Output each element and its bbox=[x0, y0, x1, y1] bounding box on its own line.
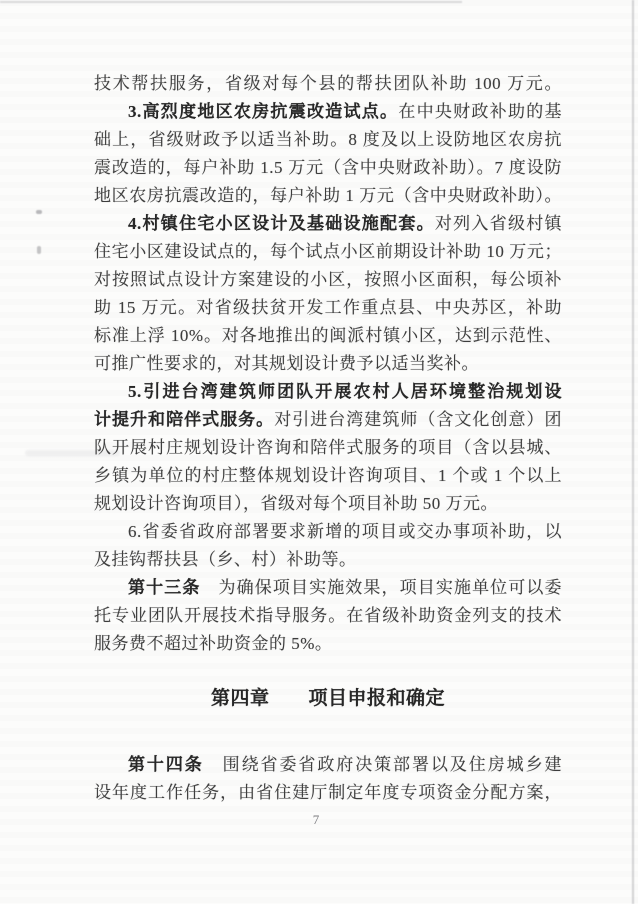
text-line bbox=[94, 322, 562, 350]
text-segment-bold: 第十四条 bbox=[128, 755, 204, 774]
text-line bbox=[94, 630, 562, 658]
text-segment: 震改造的，每户补助 1.5 万元（含中央财政补助）。7 度设防 bbox=[94, 158, 562, 177]
text-segment: 住宅小区建设试点的，每个试点小区前期设计补助 10 万元； bbox=[94, 242, 562, 261]
text-line bbox=[94, 434, 562, 462]
text-line bbox=[94, 378, 562, 406]
text-line bbox=[94, 350, 562, 378]
text-segment: 在中央财政补助的基 bbox=[398, 102, 562, 121]
text-segment: 对列入省级村镇 bbox=[434, 214, 562, 233]
text-line bbox=[94, 154, 562, 182]
text-line bbox=[94, 546, 562, 574]
text-segment: 及挂钩帮扶县（乡、村）补助等。 bbox=[94, 550, 357, 569]
text-segment-bold: 5.引进台湾建筑师团队开展农村人居环境整治规划设 bbox=[128, 382, 562, 401]
text-block bbox=[94, 70, 562, 807]
text-line bbox=[94, 406, 562, 434]
text-line bbox=[94, 98, 562, 126]
text-line bbox=[94, 266, 562, 294]
text-line bbox=[94, 490, 562, 518]
text-line bbox=[94, 518, 562, 546]
text-line bbox=[94, 70, 562, 98]
text-segment-bold: 计提升和陪伴式服务。 bbox=[94, 410, 275, 429]
text-line bbox=[94, 779, 562, 807]
text-segment: 助 15 万元。对省级扶贫开发工作重点县、中央苏区，补助 bbox=[94, 298, 562, 317]
text-segment-bold: 第十三条 bbox=[128, 578, 201, 597]
text-segment: 托专业团队开展技术指导服务。在省级补助资金列支的技术 bbox=[94, 606, 562, 625]
text-segment: 地区农房抗震改造的，每户补助 1 万元（含中央财政补助）。 bbox=[94, 186, 562, 205]
text-segment: 设年度工作任务，由省住建厅制定年度专项资金分配方案， bbox=[94, 783, 562, 802]
scan-artifact-top-line bbox=[0, 1, 462, 3]
text-segment: 技术帮扶服务，省级对每个县的帮扶团队补助 100 万元。 bbox=[94, 74, 562, 93]
text-segment: 规划设计咨询项目），省级对每个项目补助 50 万元。 bbox=[94, 494, 498, 513]
text-segment: 服务费不超过补助资金的 5%。 bbox=[94, 634, 333, 653]
text-line bbox=[94, 182, 562, 210]
text-segment-bold: 4.村镇住宅小区设计及基础设施配套。 bbox=[128, 214, 435, 233]
scan-artifact-right-edge-line bbox=[632, 0, 634, 904]
text-segment: 围绕省委省政府决策部署以及住房城乡建 bbox=[203, 755, 562, 774]
text-line bbox=[94, 238, 562, 266]
text-line bbox=[94, 462, 562, 490]
text-segment: 6.省委省政府部署要求新增的项目或交办事项补助，以 bbox=[128, 522, 562, 541]
text-line bbox=[94, 210, 562, 238]
text-segment: 础上，省级财政予以适当补助。8 度及以上设防地区农房抗 bbox=[94, 130, 562, 149]
page-number: 7 bbox=[312, 812, 320, 827]
text-line bbox=[94, 751, 562, 779]
chapter-heading: 第四章 项目申报和确定 bbox=[210, 688, 445, 709]
scan-speckle bbox=[36, 210, 42, 214]
text-line bbox=[94, 574, 562, 602]
text-segment: 标准上浮 10%。对各地推出的闽派村镇小区，达到示范性、 bbox=[94, 326, 562, 345]
text-segment-bold: 3.高烈度地区农房抗震改造试点。 bbox=[128, 102, 399, 121]
text-segment: 为确保项目实施效果，项目实施单位可以委 bbox=[200, 578, 562, 597]
text-segment: 可推广性要求的，对其规划设计费予以适当奖补。 bbox=[94, 354, 479, 373]
scan-speckle bbox=[37, 246, 41, 254]
text-segment: 对按照试点设计方案建设的小区，按照小区面积，每公顷补 bbox=[94, 270, 562, 289]
text-line bbox=[94, 294, 562, 322]
text-line bbox=[94, 602, 562, 630]
text-line bbox=[94, 126, 562, 154]
text-segment: 队开展村庄规划设计咨询和陪伴式服务的项目（含以县城、 bbox=[94, 438, 562, 457]
text-segment: 乡镇为单位的村庄整体规划设计咨询项目、1 个或 1 个以上 bbox=[94, 466, 562, 485]
text-segment: 对引进台湾建筑师（含文化创意）团 bbox=[274, 410, 562, 429]
